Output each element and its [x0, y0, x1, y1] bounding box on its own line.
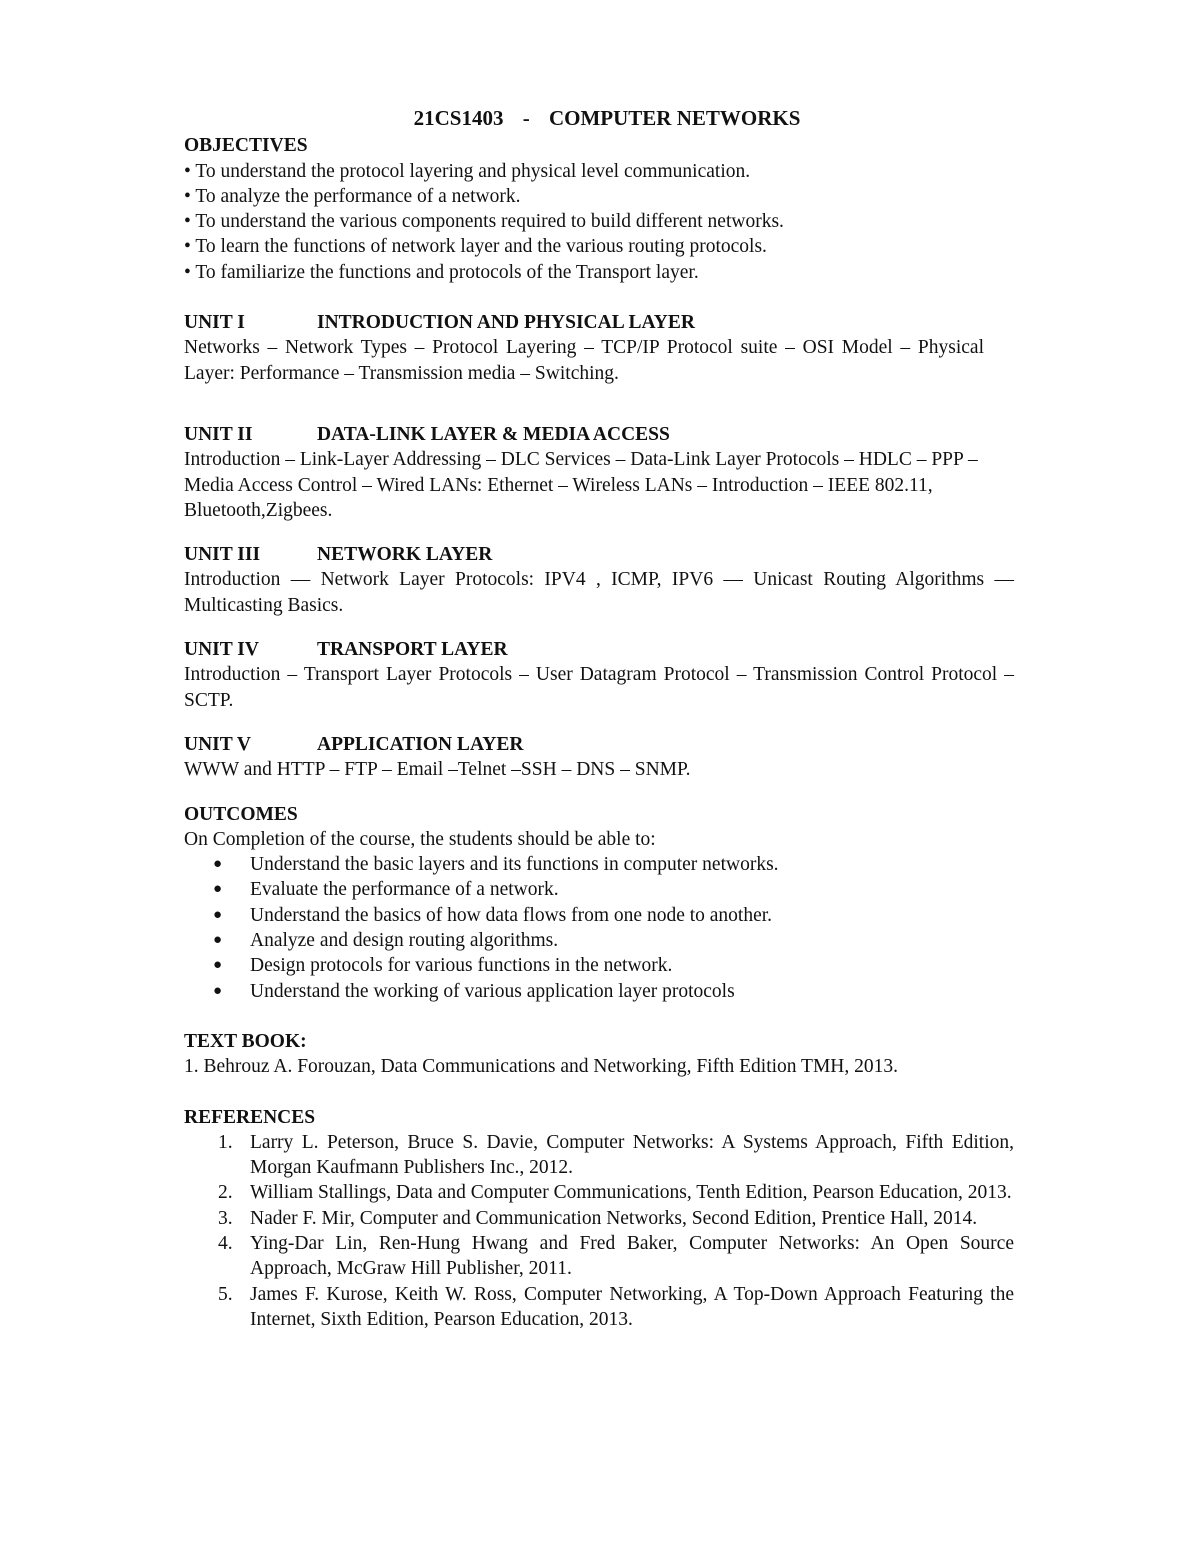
list-item — [213, 903, 1014, 928]
references-heading: REFERENCES — [184, 1106, 316, 1128]
unit-section — [184, 422, 1014, 523]
list-item — [218, 1282, 1014, 1333]
objective-item: • To understand the various components required to build different networks. — [184, 211, 784, 233]
unit-label: UNIT I — [184, 312, 245, 334]
unit-title: INTRODUCTION AND PHYSICAL LAYER — [317, 312, 695, 334]
unit-heading — [184, 732, 1014, 757]
reference-text: Larry L. Peterson, Bruce S. Davie, Computer Networks: A Systems Approach, Fifth Edition, Morgan Kaufmann Publishers Inc., 2012. — [250, 1131, 1014, 1179]
objective-item: • To familiarize the functions and protocols of the Transport layer. — [184, 261, 699, 283]
unit-title: TRANSPORT LAYER — [317, 639, 508, 661]
unit-heading — [184, 637, 1014, 662]
reference-number: 5. — [218, 1283, 233, 1305]
textbook-heading: TEXT BOOK: — [184, 1030, 307, 1052]
unit-content: Introduction – Transport Layer Protocols – User Datagram Protocol – Transmission Control Protocol – SCTP. — [184, 664, 1014, 711]
list-item — [213, 979, 1014, 1004]
course-title — [200, 106, 1014, 131]
unit-title: APPLICATION LAYER — [317, 733, 524, 755]
reference-number: 1. — [218, 1131, 233, 1153]
unit-label: UNIT IV — [184, 639, 259, 661]
objectives-section — [184, 133, 1014, 285]
outcome-text: Design protocols for various functions in the network. — [250, 955, 673, 977]
unit-heading — [184, 542, 1014, 567]
list-item — [213, 928, 1014, 953]
bullet-icon: ● — [213, 982, 223, 999]
reference-text: William Stallings, Data and Computer Communications, Tenth Edition, Pearson Education, 2013. — [250, 1182, 1012, 1204]
course-name: COMPUTER NETWORKS — [548, 106, 801, 130]
reference-number: 3. — [218, 1207, 233, 1229]
references-section — [184, 1105, 1014, 1333]
unit-content: Networks – Network Types – Protocol Layering – TCP/IP Protocol suite – OSI Model – Physical Layer: Performance – Transmission media – Switching. — [184, 337, 984, 384]
reference-text: James F. Kurose, Keith W. Ross, Computer Networking, A Top-Down Approach Featuring the Internet, Sixth Edition, Pearson Education, 2013. — [250, 1283, 1014, 1330]
references-list — [184, 1130, 1014, 1332]
reference-text: Nader F. Mir, Computer and Communication Networks, Second Edition, Prentice Hall, 2014. — [250, 1207, 978, 1229]
unit-label: UNIT III — [184, 544, 261, 566]
outcome-text: Understand the basics of how data flows from one node to another. — [250, 904, 773, 926]
unit-content: Introduction — Network Layer Protocols: IPV4 , ICMP, IPV6 — Unicast Routing Algorithms — Multicasting Basics. — [184, 569, 1014, 616]
textbook-item: 1. Behrouz A. Forouzan, Data Communications and Networking, Fifth Edition TMH, 2013. — [184, 1056, 899, 1078]
unit-section — [184, 637, 1014, 713]
bullet-icon: ● — [213, 932, 223, 949]
unit-content: Introduction – Link-Layer Addressing – DLC Services – Data-Link Layer Protocols – HDLC – PPP – Media Access Control – Wired LANs: Ethernet – Wireless LANs – Introduction – IEEE 802.11, Bluetooth,Zigbees. — [184, 449, 978, 521]
title-separator: - — [522, 106, 530, 130]
unit-section — [184, 732, 1014, 783]
syllabus-page — [184, 106, 1014, 1332]
list-item — [218, 1180, 1014, 1205]
objectives-heading: OBJECTIVES — [184, 135, 308, 157]
unit-title: DATA-LINK LAYER & MEDIA ACCESS — [317, 423, 670, 445]
list-item — [213, 953, 1014, 978]
outcome-text: Understand the basic layers and its functions in computer networks. — [250, 854, 779, 876]
list-item — [213, 852, 1014, 877]
outcomes-section — [184, 802, 1014, 1004]
unit-heading — [184, 422, 1014, 447]
bullet-icon: ● — [213, 957, 223, 974]
textbook-section — [184, 1029, 1014, 1080]
outcome-text: Understand the working of various application layer protocols — [250, 980, 735, 1002]
reference-text: Ying-Dar Lin, Ren-Hung Hwang and Fred Baker, Computer Networks: An Open Source Approach, McGraw Hill Publisher, 2011. — [250, 1232, 1014, 1280]
reference-number: 2. — [218, 1182, 233, 1204]
unit-content: WWW and HTTP – FTP – Email –Telnet –SSH – DNS – SNMP. — [184, 759, 691, 781]
unit-section — [184, 310, 1014, 386]
objective-item: • To analyze the performance of a network. — [184, 185, 521, 207]
unit-section — [184, 542, 1014, 618]
list-item — [218, 1130, 1014, 1181]
bullet-icon: ● — [213, 856, 223, 873]
outcomes-list — [184, 852, 1014, 1004]
outcomes-intro: On Completion of the course, the students should be able to: — [184, 828, 656, 850]
outcome-text: Evaluate the performance of a network. — [250, 879, 559, 901]
unit-title: NETWORK LAYER — [317, 544, 493, 566]
list-item — [218, 1206, 1014, 1231]
objective-item: • To understand the protocol layering and physical level communication. — [184, 160, 751, 182]
outcomes-heading: OUTCOMES — [184, 803, 298, 825]
bullet-icon: ● — [213, 906, 223, 923]
unit-heading — [184, 310, 1014, 335]
outcome-text: Analyze and design routing algorithms. — [250, 930, 559, 952]
bullet-icon: ● — [213, 881, 223, 898]
objective-item: • To learn the functions of network layer and the various routing protocols. — [184, 236, 767, 258]
unit-label: UNIT V — [184, 733, 252, 755]
course-code: 21CS1403 — [413, 106, 504, 130]
unit-label: UNIT II — [184, 423, 253, 445]
list-item — [213, 877, 1014, 902]
reference-number: 4. — [218, 1232, 233, 1254]
list-item — [218, 1231, 1014, 1282]
